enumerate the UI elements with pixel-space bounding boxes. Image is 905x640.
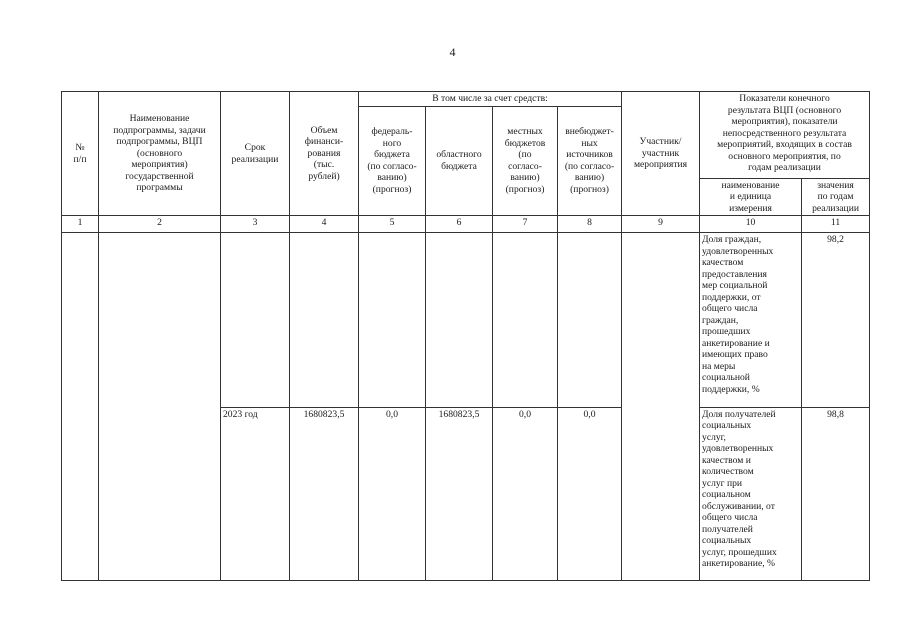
column-number: 3 [221,216,290,233]
cell-volume [290,233,359,407]
header-term: Срок реализации [221,92,290,216]
column-number: 9 [622,216,700,233]
cell-regional: 1680823,5 [426,407,493,580]
cell-extrabudget [558,233,622,407]
header-indicator-name: наименование и единица измерения [700,178,802,216]
header-volume: Объем финанси- рования (тыс. рублей) [290,92,359,216]
column-number: 7 [493,216,558,233]
cell-local [493,233,558,407]
header-extrabudget: внебюджет- ных источников (по согласо- ванию) (прогноз) [558,106,622,216]
cell-term [221,233,290,407]
cell-local: 0,0 [493,407,558,580]
cell-indicator-value: 98,8 [802,407,870,580]
header-sources-group: В том числе за счет средств: [359,92,622,107]
cell-volume: 1680823,5 [290,407,359,580]
header-local: местных бюджетов (по согласо- ванию) (прогноз) [493,106,558,216]
column-number: 6 [426,216,493,233]
header-name: Наименование подпрограммы, задачи подпрограммы, ВЦП (основного мероприятия) государственной программы [99,92,221,216]
column-number: 4 [290,216,359,233]
table-row [62,233,870,407]
column-number: 2 [99,216,221,233]
cell-indicator-name: Доля граждан, удовлетворенных качеством предоставления мер социальной поддержки, от общего числа граждан, прошедших анкетирование и имеющих право на меры социальной поддержки, % [700,233,802,407]
cell-term: 2023 год [221,407,290,580]
column-number: 1 [62,216,99,233]
cell-extrabudget: 0,0 [558,407,622,580]
cell-indicator-name: Доля получателей социальных услуг, удовлетворенных качеством и количеством услуг при социальном обслуживании, от общего числа получателей социальных услуг, прошедших анкетирование, % [700,407,802,580]
cell-number [62,233,99,581]
column-number: 5 [359,216,426,233]
column-number: 11 [802,216,870,233]
cell-regional [426,233,493,407]
header-indicator-value: значения по годам реализации [802,178,870,216]
column-number: 10 [700,216,802,233]
header-federal: федераль- ного бюджета (по согласо- ванию) (прогноз) [359,106,426,216]
page-number: 4 [449,45,456,59]
header-participant: Участник/ участник мероприятия [622,92,700,216]
header-number: № п/п [62,92,99,216]
program-table [61,91,870,581]
header-indicators-group: Показатели конечного результата ВЦП (основного мероприятия), показатели непосредственного результата мероприятий, входящих в состав основного мероприятия, по годам реализации [700,92,870,179]
header-regional: областного бюджета [426,106,493,216]
cell-federal: 0,0 [359,407,426,580]
cell-participant [622,233,700,581]
cell-name [99,233,221,581]
cell-federal [359,233,426,407]
cell-indicator-value: 98,2 [802,233,870,407]
column-number: 8 [558,216,622,233]
